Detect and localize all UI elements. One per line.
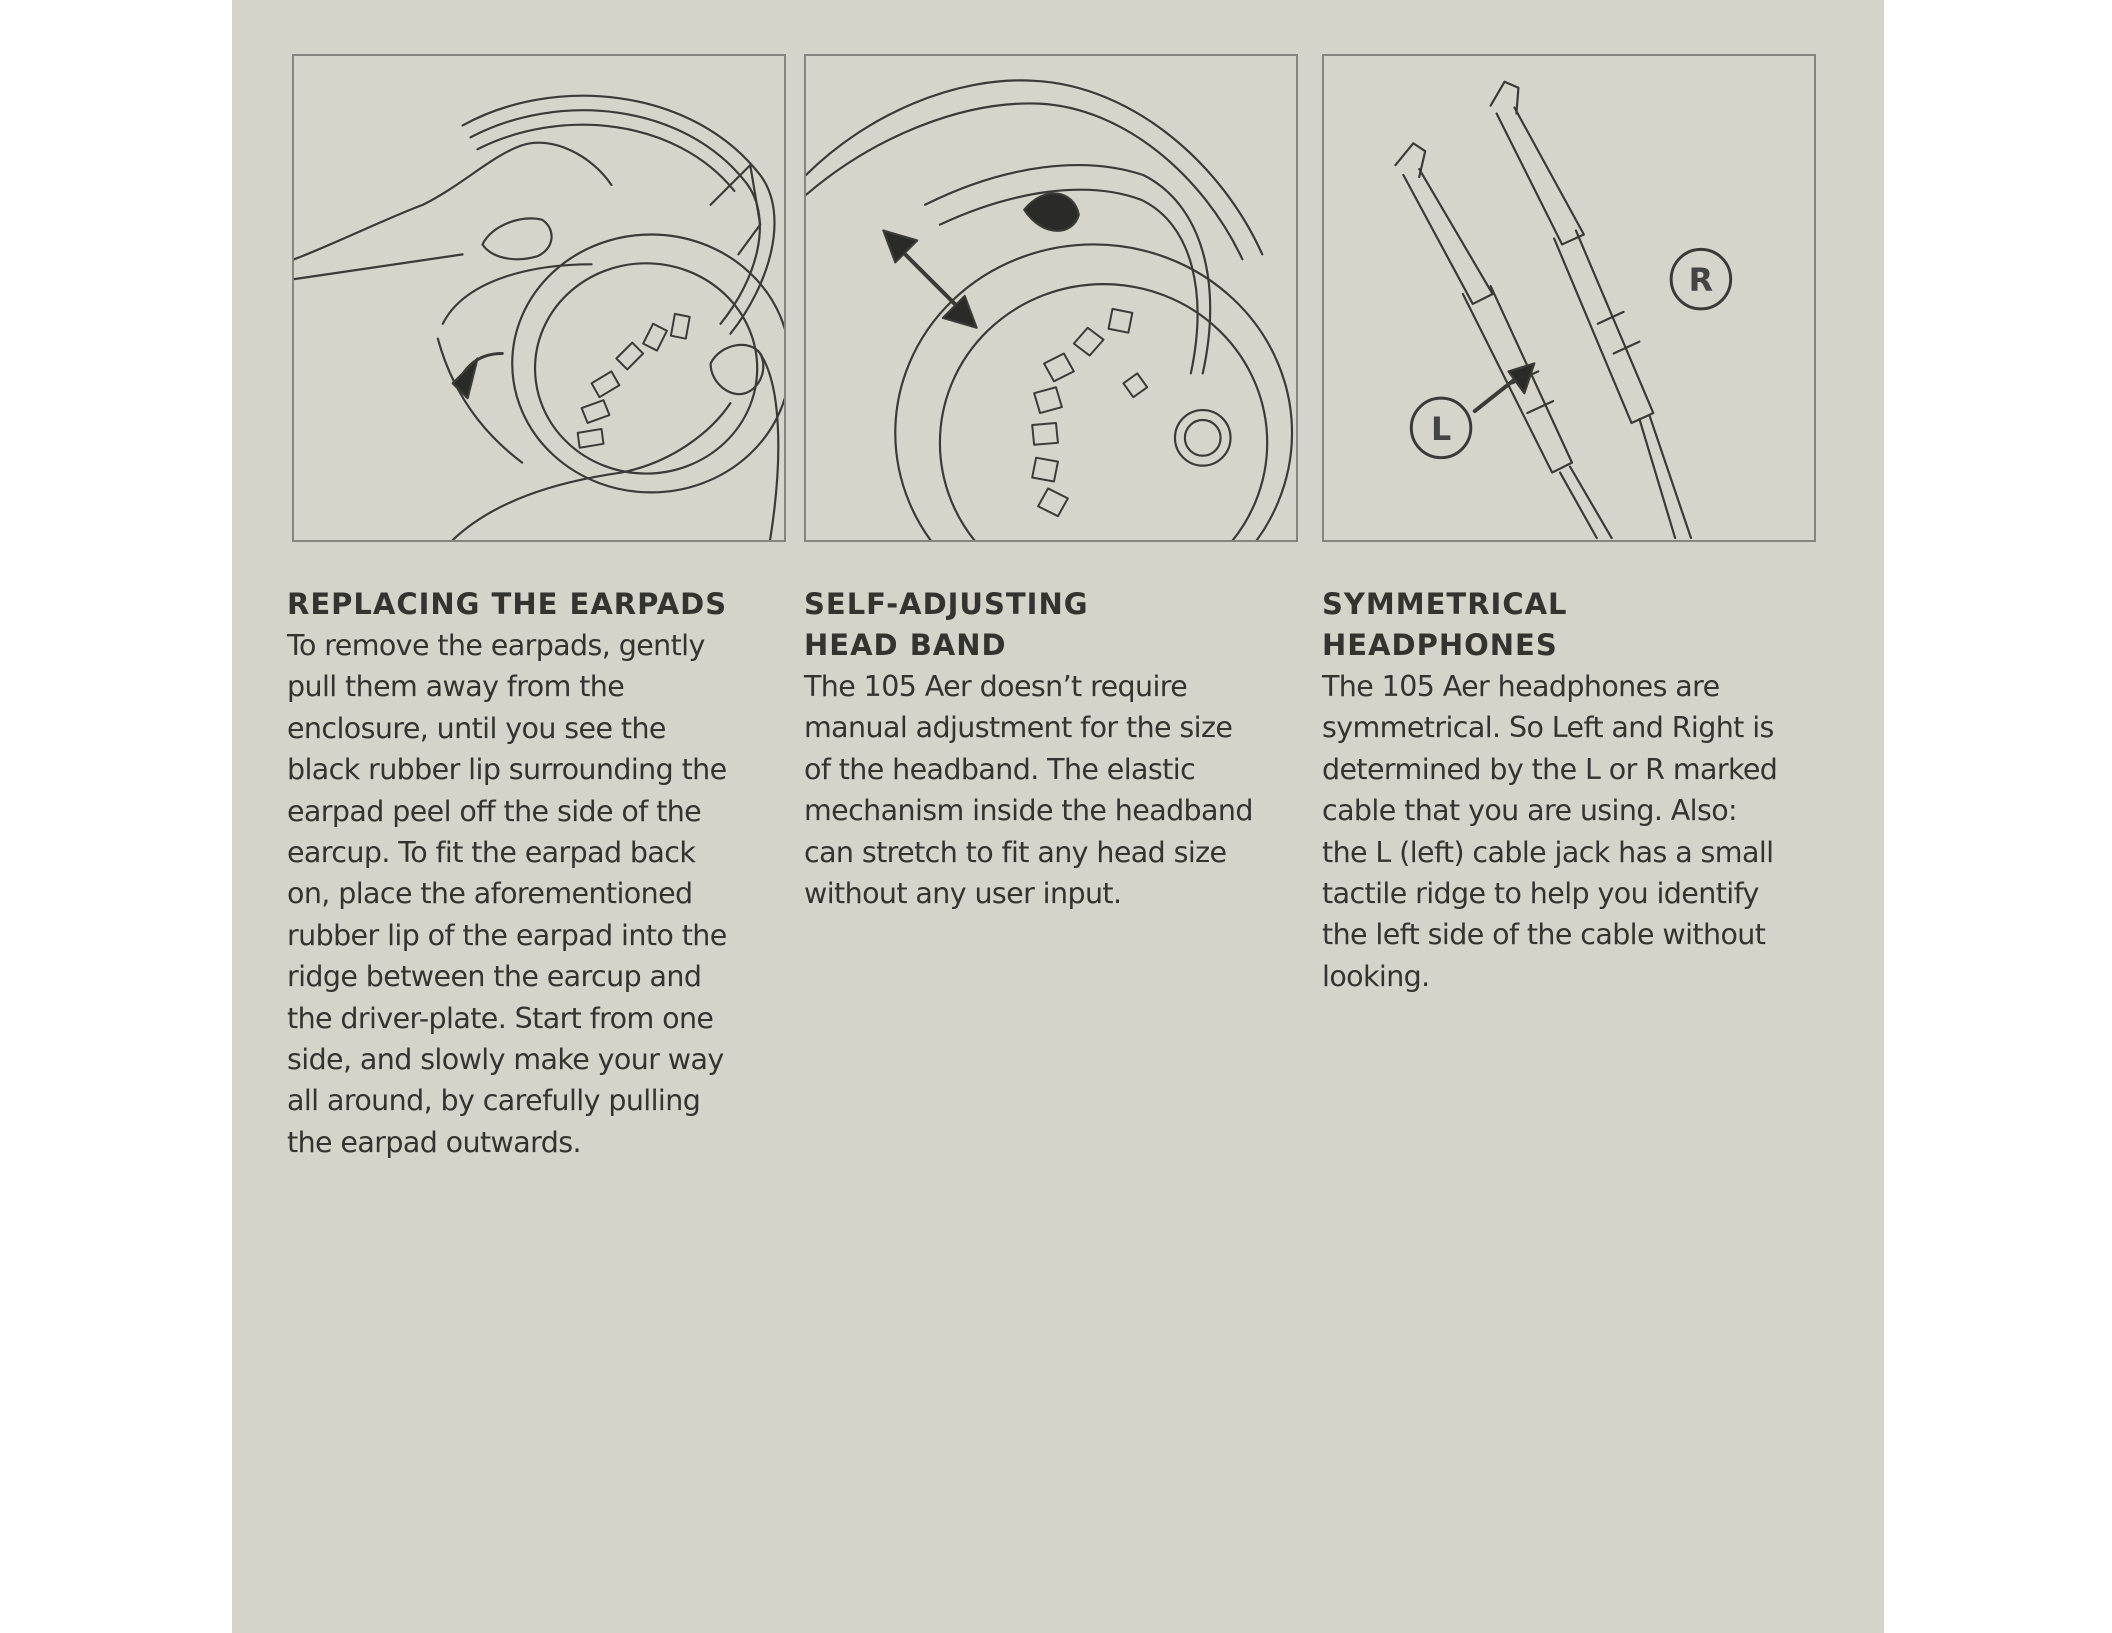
left-label: L	[1430, 411, 1452, 448]
headband-section	[804, 584, 1304, 914]
section-body: To remove the earpads, gently pull them away from the enclosure, until you see the black rubber lip surrounding the earpad peel off the side of the earcup. To fit the earpad back on, place the aforementioned rubber lip of the earpad into the ridge between the earcup and the driver-plate. Start from one side, and slowly make your way all around, by carefully pulling the earpad outwards.	[287, 629, 727, 1159]
section-heading: SELF-ADJUSTING HEAD BAND	[804, 587, 1089, 662]
section-body: The 105 Aer doesn’t require manual adjustment for the size of the headband. The elastic mechanism inside the headband can stretch to fit any head size without any user input.	[804, 670, 1253, 911]
cable-jacks-illustration	[1322, 54, 1816, 542]
headband-illustration	[804, 54, 1298, 542]
section-heading: SYMMETRICAL HEADPHONES	[1322, 587, 1568, 662]
section-heading: REPLACING THE EARPADS	[287, 587, 728, 621]
manual-page	[232, 0, 1884, 1633]
right-label: R	[1688, 263, 1714, 300]
earpad-removal-illustration	[292, 54, 786, 542]
earpads-section	[287, 584, 787, 1163]
section-body: The 105 Aer headphones are symmetrical. So Left and Right is determined by the L or R marked cable that you are using. Also: the L (left) cable jack has a small tactile ridge to help you identify the left side of the cable without looking.	[1322, 670, 1778, 993]
symmetrical-section	[1322, 584, 1832, 997]
